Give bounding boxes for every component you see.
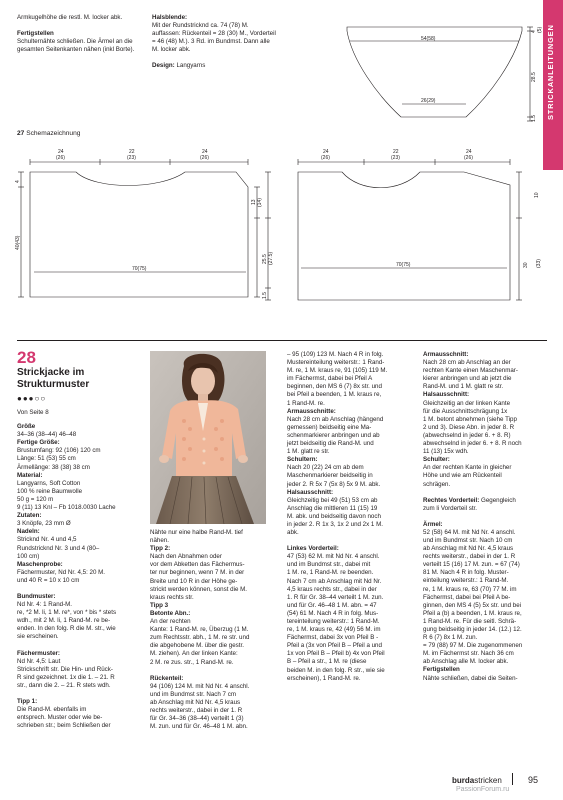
text-column-3: [287, 351, 411, 691]
rib-pattern-heading: Bundmuster:: [17, 592, 56, 600]
left-front-block: [287, 545, 411, 683]
tip1-heading: Tipp 1:: [17, 698, 38, 705]
size-text: 34–36 (38–44) 46–48: [17, 431, 77, 439]
shoulders-heading: Schultern:: [287, 456, 318, 464]
front-armhole-heading: Armausschnitt:: [423, 351, 469, 358]
assembly-heading: Fertigstellen: [17, 30, 54, 38]
front-shoulder-right: 24: [466, 149, 472, 155]
notions-heading: Zutaten:: [17, 512, 42, 520]
back-shoulder-left: 24: [58, 149, 64, 155]
back-armhole: 13: [251, 199, 257, 205]
page-footer: [452, 775, 539, 785]
back-width: 70(75): [132, 266, 147, 272]
tip3-block: [150, 602, 272, 610]
front-armhole-text: Nach 28 cm ab Anschlag an der rechten Kante einen Maschenmar- kierer anbringen und ab jetzt die Rand-M. und 1 M. glatt re str.: [423, 359, 518, 391]
notions-text: 3 Knöpfe, 23 mm Ø: [17, 520, 71, 528]
back-length: 40(43): [15, 235, 21, 250]
neckline-text: Gleichzeitig bei 49 (51) 53 cm ab Anschlag die mittleren 11 (15) 19 M. abk. und beidseitig davon noch in jeder 2. R 1x 3, 1x 2 und 2x 1 M. abk.: [287, 496, 383, 537]
finishing-heading: Fertigstellen: [423, 666, 460, 674]
front-neckline-block: [423, 391, 547, 456]
right-front-text: Gegengleich zum li Vorderteil str.: [423, 496, 516, 512]
source-reference: Von Seite 8: [17, 409, 49, 416]
assembly-text: Schulternähte schließen. Die Ärmel an die gesamten Seitenkanten nähen (inkl Borte).: [17, 38, 135, 54]
schematic-drawing: [0, 0, 563, 345]
magazine-brand-suffix: stricken: [474, 776, 502, 785]
front-neck-depth: 10: [534, 192, 540, 198]
right-front-heading: Rechtes Vorderteil:: [423, 496, 480, 504]
fan-pattern-heading: Fächermuster:: [17, 649, 60, 657]
needles-text: Stricknd Nr. 4 und 4,5 Rundstricknd Nr. 3 und 4 (80– 100 cm): [17, 536, 100, 560]
decrease-heading: Betonte Abn.:: [150, 609, 191, 617]
neckline-heading: Halsausschnitt:: [287, 488, 334, 496]
back-continued: – 95 (109) 123 M. Nach 4 R in folg. Mustereinteilung weiterstr.: 1 Rand- M. re, 1 M. kraus re, 91 (105) 119 M. im Fächermst, dabei bei Pfeil A beginnen, den MS 6 (7) 8x str. und bei Pfeil a beenden, 1 M. kraus re, 1 Rand-M. re.: [287, 351, 388, 407]
final-size-block: [17, 439, 139, 471]
shoulders-block: [287, 456, 411, 488]
back-side-length: 25.5: [262, 254, 268, 264]
sleeve-top-width: 54(58): [421, 36, 436, 42]
armholes-heading: Armausschnitte:: [287, 407, 336, 415]
tip3-heading: Tipp 3: [150, 601, 169, 609]
back-armhole-alt: (14): [257, 198, 263, 207]
size-heading: Größe: [17, 423, 36, 431]
pattern-number: 28: [17, 348, 36, 367]
left-front-text: 47 (53) 62 M. mit Nd Nr. 4 anschl. und im Bundmst str., dabei mit 1 M. re, 1 Rand-M. re beenden. Nach 7 cm ab Anschlag mit Nd Nr. 4,5 kraus rechts str., dabei in der 1. R für Gr. 38–44 verteilt 1 M. zun. und für Gr. 46–48 1 M. abn. = 47 (54) 61 M. Nach 4 R in folg. Mus- tereinteilung weiterstr.: 1 Rand-M. re, 1 M. kraus re, 42 (49) 56 M. im Fächermst, dabei 3x von Pfeil B - Pfeil a (3x von Pfeil B – Pfeil a und 1x von Pfeil B – Pfeil b) 4x von Pfeil B – Pfeil a str., 1 M. re (diese beiden M. in den folg. R str., wie sie erscheinen), 1 Rand-M. re.: [287, 553, 385, 682]
sleeve-cap-label-alt: (5): [537, 26, 543, 33]
material-heading: Material:: [17, 471, 43, 479]
watermark: PassionForum.ru: [456, 786, 510, 793]
front-length: 30: [523, 262, 529, 268]
final-size-text: Brustumfang: 92 (106) 120 cm Länge: 51 (53) 55 cm Ärmellänge: 38 (38) 38 cm: [17, 447, 101, 471]
front-neckline-text: Gleichzeitig an der linken Kante für die Ausschnittschrägung 1x 1 M. betont abnehmen (siehe Tipp 2 und 3). Diese Abn. in jeder 8. R (abwechselnd in jeder 6. + 8. R) abwechselnd in jeder 6. + 8. R noch 11 (13) 15x wdh.: [423, 399, 522, 456]
sleeve-bottom-width: 26(29): [421, 98, 436, 104]
neckline-block: [287, 489, 411, 538]
gauge-heading: Maschenprobe:: [17, 560, 63, 568]
front-shoulder-right-alt: (26): [464, 155, 473, 161]
front-length-alt: (33): [536, 259, 542, 268]
tip1-block: [17, 698, 139, 730]
front-shoulder-left: 24: [323, 149, 329, 155]
text-column-1: [17, 409, 139, 738]
front-shoulder-left-alt: (26): [321, 155, 330, 161]
needles-block: [17, 528, 139, 560]
front-armhole-block: [423, 351, 547, 391]
sleeve-heading: Ärmel:: [423, 520, 443, 528]
front-neckline-heading: Halsausschnitt:: [423, 391, 470, 399]
left-front-heading: Linkes Vorderteil:: [287, 545, 339, 553]
back-shoulder-right-alt: (26): [200, 155, 209, 161]
gauge-block: [17, 561, 139, 585]
page-number: 95: [528, 775, 539, 785]
size-block: [17, 423, 139, 439]
back-side-length-alt: (27.5): [268, 251, 274, 265]
section-divider: [17, 340, 547, 341]
front-width: 70(75): [396, 262, 411, 268]
fan-pattern-block: [17, 650, 139, 690]
tip2-text: Nach den Abnahmen oder vor dem Abketten das Fächermus- ter nur beginnen, wenn 7 M. in der Breite und 10 R in der Höhe ge- strickt werden können, sonst die M. kraus rechts str.: [150, 553, 247, 601]
notions-block: [17, 512, 139, 528]
needles-heading: Nadeln:: [17, 528, 40, 536]
front-shoulder-text: An der rechten Kante in gleicher Höhe und wie am Rückenteil schrägen.: [423, 464, 512, 488]
sleeve-cuff-label: 1.5: [531, 115, 537, 122]
decrease-text: An der rechten Kante: 1 Rand-M. re, Überzug (1 M. zum Rechtsstr. abh., 1 M. re str. und die abgehobene M. über die gestr. M. ziehen). An der linken Kante: 2 M. re zus. str., 1 Rand-M. re.: [150, 618, 250, 666]
rib-pattern-text: Nd Nr. 4: 1 Rand-M. re, *2 M. li, 1 M. re*, von * bis * stets wdh., mit 2 M. li, 1 Rand-M. re be- enden. In den folg. R die M. str., wie sie erscheinen.: [17, 601, 117, 641]
text-column-4: [423, 351, 547, 691]
back-neck-alt: (23): [127, 155, 136, 161]
tip2-block: [150, 545, 272, 602]
back-shoulder-left-alt: (26): [56, 155, 65, 161]
neckband-text: Mit der Rundstricknd ca. 74 (78) M. auffassen: Rückenteil = 28 (30) M., Vorderteil = 46 (48) M.). 3 Rd. im Bundmst. Dann alle M. locker abk.: [152, 22, 276, 54]
right-front-block: [423, 497, 547, 521]
rib-pattern-block: [17, 593, 139, 642]
shoulders-text: Nach 20 (22) 24 cm ab dem Maschenmarkierer beidseitig in jeder 2. R 5x 7 (5x 8) 5x 9 M. abk.: [287, 464, 381, 488]
top-continued-text: Armkugelhöhe die restl. M. locker abk.: [17, 14, 123, 21]
armholes-text: Nach 28 cm ab Anschlag (hängend gemessen) beidseitig eine Ma- schenmarkierer anbringen und ab jetzt beidseitig die Rand-M. und 1 M. glatt re str.: [287, 415, 384, 456]
sleeve-length-label: 28.5: [531, 72, 537, 82]
decrease-block: [150, 610, 272, 667]
material-block: [17, 472, 139, 512]
difficulty-rating: ●●●○○: [17, 394, 47, 403]
design-value: Langyarns: [176, 62, 206, 70]
tip1-text: Die Rand-M. ebenfalls im entsprech. Muster oder wie be- schrieben str.; beim Schließen der: [17, 706, 111, 730]
model-photo: [150, 351, 266, 524]
schematic-number: 27: [17, 130, 25, 137]
text-column-2: [150, 529, 272, 739]
back-neck: 22: [129, 149, 135, 155]
fan-pattern-text: Nd Nr. 4,5: Laut Strickschrift str. Die Hin- und Rück- R sind gezeichnet. 1x die 1. – 21. R str., dann die 2. – 21. R stets wdh.: [17, 657, 115, 689]
tip1-continued: Nähte nur eine halbe Rand-M. tief nähen.: [150, 529, 243, 545]
magazine-brand: burda: [452, 776, 475, 785]
back-block: [150, 675, 272, 732]
front-neck-alt: (23): [391, 155, 400, 161]
back-heading: Rückenteil:: [150, 674, 184, 682]
back-hem: 1.5: [262, 292, 268, 299]
sleeve-text: 52 (58) 64 M. mit Nd Nr. 4 anschl. und im Bundmst str. Nach 10 cm ab Anschlag mit Nd Nr. 4,5 kraus rechts weiterstr., dabei in der 1. R verteilt 15 (16) 17 M. zun. = 67 (74) 81 M. Nach 4 R in folg. Muster- einteilung weiterstr.: 1 Rand-M. re, 1 M. kraus re, 63 (70) 77 M. im Fächermst, dabei bei Pfeil A be- ginnen, den MS 4 (5) 5x str. und bei Pfeil a (b) a beenden, 1 M. kraus re, 1 Rand-M. re. Für die seitl. Schrä- gung beidseitig in jeder 14. (12.) 12. R 6 (7) 8x 1 M. zun. = 79 (88) 97 M. Die zugenommenen M. im Fächermst str. Nach 36 cm ab Anschlag alle M. locker abk.: [423, 528, 523, 666]
sleeve-block: [423, 521, 547, 667]
finishing-text: Nähte schließen, dabei die Seiten-: [423, 674, 518, 682]
armholes-block: [287, 408, 411, 457]
neckband-heading: Halsblende:: [152, 14, 188, 21]
back-shoulder-right: 24: [202, 149, 208, 155]
pattern-title: Strickjacke im Strukturmuster: [17, 367, 90, 390]
schematic-label: Schemazeichnung: [26, 130, 81, 137]
finishing-block: [423, 666, 547, 682]
front-shoulder-block: [423, 456, 547, 488]
back-text: 94 (106) 124 M. mit Nd Nr. 4 anschl. und im Bundmst str. Nach 7 cm ab Anschlag mit Nd Nr. 4,5 kraus rechts weiterstr., dabei in der 1. R für Gr. 34–36 (38–44) verteilt 1 (3) M. zun. und für Gr. 46–48 1 M. abn.: [150, 682, 250, 731]
front-shoulder-heading: Schulter:: [423, 456, 450, 464]
front-neck: 22: [393, 149, 399, 155]
material-text: Langyarns, Soft Cotton 100 % reine Baumwolle 50 g = 120 m 9 (11) 13 Knl – Fb 1018.0030 Lache: [17, 479, 116, 512]
back-shoulder-drop: 4: [15, 180, 21, 183]
final-size-heading: Fertige Größe:: [17, 439, 60, 447]
section-tab-label: STRICKANLEITUNGEN: [546, 24, 555, 120]
sleeve-cap-label: 4: [531, 30, 537, 33]
design-label: Design:: [152, 62, 175, 70]
footer-separator: [512, 773, 513, 785]
tip2-heading: Tipp 2:: [150, 545, 171, 553]
gauge-text: Fächermuster, Nd Nr. 4,5: 20 M. und 40 R = 10 x 10 cm: [17, 568, 106, 584]
